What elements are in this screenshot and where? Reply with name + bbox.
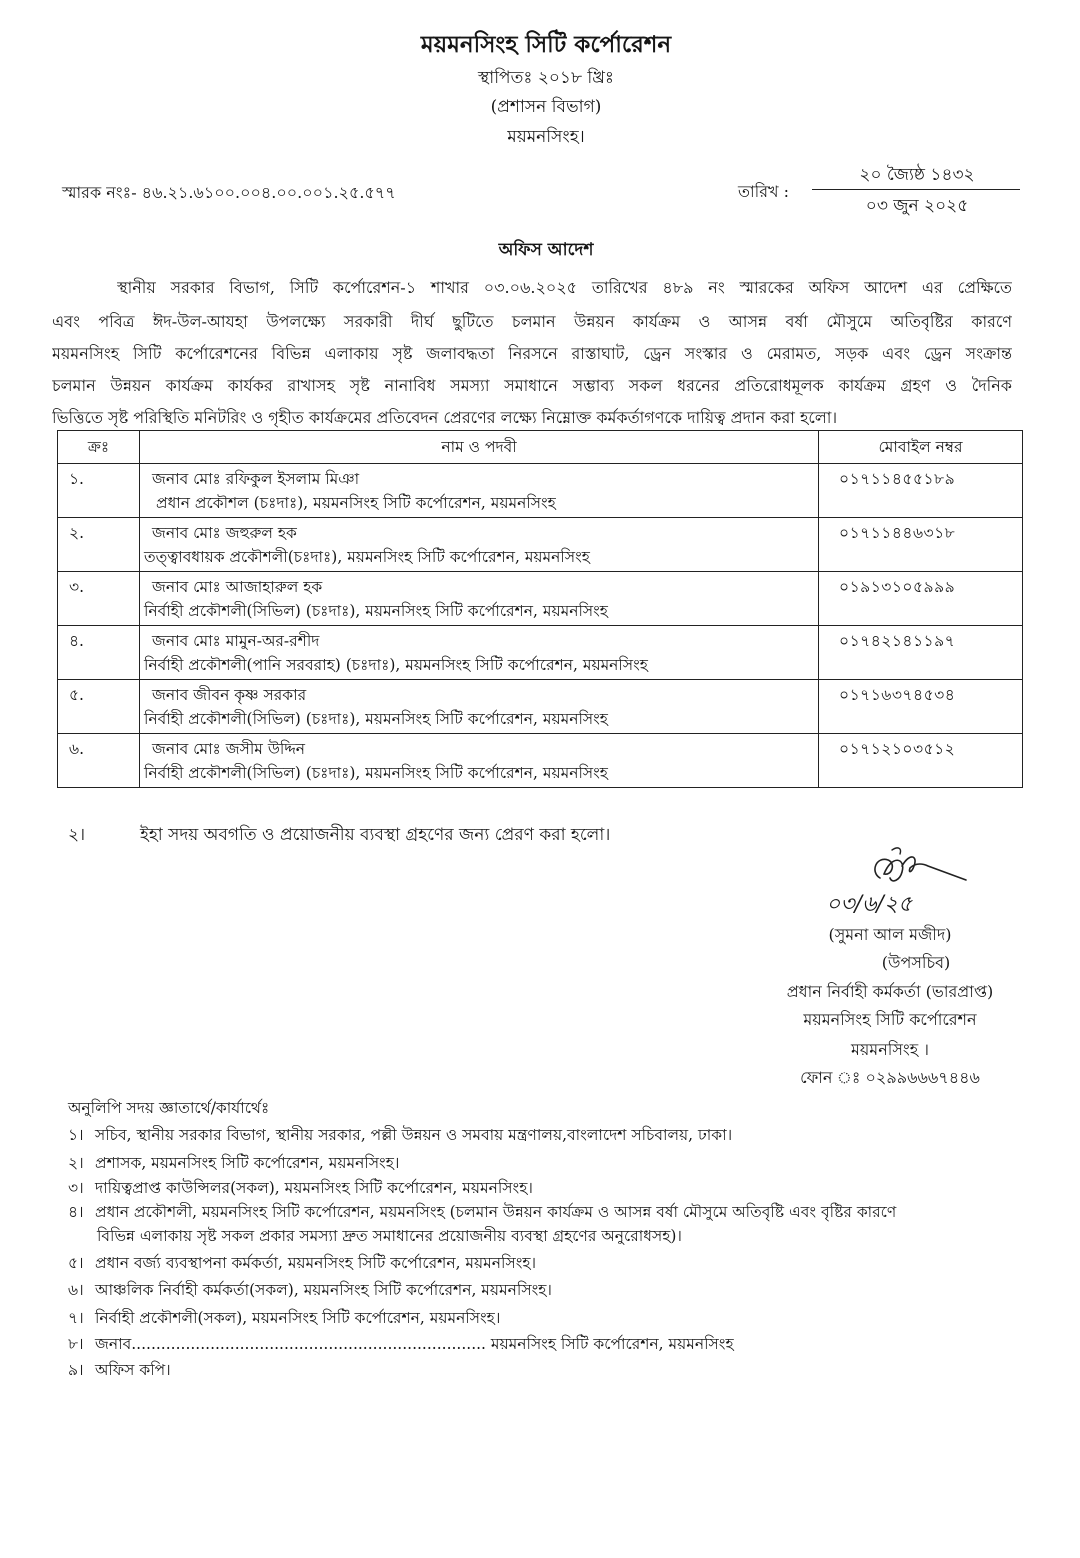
- officer-name: জনাব জীবন কৃষ্ণ সরকার: [152, 686, 307, 704]
- table-header-row: [58, 431, 1023, 464]
- paragraph-line: চলমান উন্নয়ন কার্যক্রম কার্যকর রাখাসহ সৃষ্ট নানাবিধ সমস্যা সমাধানে সম্ভাব্য সকল ধরনের প্রতিরোধমূলক কার্যক্রম গ্রহণ ও দৈনিক: [52, 376, 1012, 395]
- date-label: তারিখ :: [738, 182, 790, 201]
- officer-designation: নির্বাহী প্রকৌশলী(সিভিল) (চঃদাঃ), ময়মনসিংহ সিটি কর্পোরেশন, ময়মনসিংহ: [144, 602, 608, 620]
- date-divider: [812, 189, 1020, 190]
- copy-text: প্রধান বর্জ্য ব্যবস্থাপনা কর্মকর্তা, ময়মনসিংহ সিটি কর্পোরেশন, ময়মনসিংহ।: [95, 1254, 537, 1272]
- mobile-cell: [819, 626, 1023, 680]
- mobile-cell: [819, 680, 1023, 734]
- copy-number: ৮।: [68, 1335, 84, 1353]
- table-row: [58, 680, 1023, 734]
- closing-number: ২।: [68, 825, 86, 845]
- officer-designation: তত্ত্বাবধায়ক প্রকৌশলী(চঃদাঃ), ময়মনসিংহ সিটি কর্পোরেশন, ময়মনসিংহ: [144, 548, 590, 566]
- copy-text-continuation: বিভিন্ন এলাকায় সৃষ্ট সকল প্রকার সমস্যা দ্রুত সমাধানের প্রয়োজনীয় ব্যবস্থা গ্রহণের অনুরোধসহ)।: [97, 1227, 682, 1245]
- date-gregorian: ০৩ জুন ২০২৫: [865, 196, 969, 216]
- signatory-organization: ময়মনসিংহ সিটি কর্পোরেশন: [803, 1010, 977, 1029]
- serial-number: ৫.: [69, 686, 84, 704]
- copy-text: প্রশাসক, ময়মনসিংহ সিটি কর্পোরেশন, ময়মনসিংহ।: [95, 1154, 400, 1172]
- mobile-cell: [819, 734, 1023, 788]
- signatory-designation: প্রধান নির্বাহী কর্মকর্তা (ভারপ্রাপ্ত): [786, 982, 994, 1001]
- serial-number: ২.: [69, 524, 85, 542]
- copy-text: আঞ্চলিক নির্বাহী কর্মকর্তা(সকল), ময়মনসিংহ সিটি কর্পোরেশন, ময়মনসিংহ।: [95, 1281, 552, 1299]
- serial-cell: [58, 518, 140, 572]
- serial-number: ৪.: [69, 632, 84, 650]
- officer-name: জনাব মোঃ রফিকুল ইসলাম মিঞা: [152, 470, 360, 488]
- table-row: [58, 572, 1023, 626]
- officers-table: [57, 430, 1023, 788]
- copy-number: ৩।: [68, 1179, 84, 1197]
- table-row: [58, 626, 1023, 680]
- officer-name: জনাব মোঃ জসীম উদ্দিন: [152, 740, 306, 758]
- name-cell: [140, 626, 819, 680]
- copy-text: সচিব, স্থানীয় সরকার বিভাগ, স্থানীয় সরকার, পল্লী উন্নয়ন ও সমবায় মন্ত্রণালয়,বাংলাদেশ সচিবালয়, ঢাকা।: [95, 1126, 733, 1144]
- officer-name: জনাব মোঃ জহুরুল হক: [152, 524, 297, 542]
- date-bangla: ২০ জ্যৈষ্ঠ ১৪৩২: [859, 165, 975, 185]
- serial-number: ৩.: [69, 578, 85, 596]
- memo-number: স্মারক নংঃ- ৪৬.২১.৬১০০.০০৪.০০.০০১.২৫.৫৭৭: [62, 183, 396, 202]
- serial-cell: [58, 572, 140, 626]
- signatory-city: ময়মনসিংহ ।: [851, 1040, 929, 1059]
- mobile-cell: [819, 572, 1023, 626]
- table-row: [58, 464, 1023, 518]
- copy-item: [68, 1251, 536, 1275]
- serial-number: ৬.: [69, 740, 85, 758]
- serial-cell: [58, 734, 140, 788]
- table-row: [58, 518, 1023, 572]
- copy-number: ৬।: [68, 1281, 84, 1299]
- name-cell: [140, 680, 819, 734]
- copies-heading: অনুলিপি সদয় জ্ঞাতার্থে/কার্যার্থেঃ: [68, 1099, 270, 1117]
- officer-designation: নির্বাহী প্রকৌশলী(পানি সরবরাহ) (চঃদাঃ), ময়মনসিংহ সিটি কর্পোরেশন, ময়মনসিংহ: [144, 656, 648, 674]
- officer-name: জনাব মোঃ আজাহারুল হক: [152, 578, 323, 596]
- officer-name: জনাব মোঃ মামুন-অর-রশীদ: [152, 632, 320, 650]
- serial-cell: [58, 626, 140, 680]
- department-line: (প্রশাসন বিভাগ): [490, 97, 602, 117]
- serial-cell: [58, 464, 140, 518]
- name-cell: [140, 464, 819, 518]
- officer-designation: নির্বাহী প্রকৌশলী(সিভিল) (চঃদাঃ), ময়মনসিংহ সিটি কর্পোরেশন, ময়মনসিংহ: [144, 764, 608, 782]
- serial-cell: [58, 680, 140, 734]
- mobile-cell: [819, 518, 1023, 572]
- paragraph-line: স্থানীয় সরকার বিভাগ, সিটি কর্পোরেশন-১ শাখার ০৩.০৬.২০২৫ তারিখের ৪৮৯ নং স্মারকের অফিস আদেশ এর প্রেক্ষিতে: [117, 278, 1012, 297]
- copy-text: অফিস কপি।: [95, 1361, 171, 1379]
- copy-number: ৫।: [68, 1254, 84, 1272]
- mobile-number: ০১৯১৩১০৫৯৯৯: [839, 578, 956, 596]
- copy-number: ৪।: [68, 1203, 84, 1221]
- copy-text: নির্বাহী প্রকৌশলী(সকল), ময়মনসিংহ সিটি কর্পোরেশন, ময়মনসিংহ।: [95, 1309, 501, 1327]
- name-cell: [140, 734, 819, 788]
- copy-item: [68, 1358, 171, 1382]
- signatory-phone: ফোন ঃ ০২৯৯৬৬৬৭৪৪৬: [800, 1068, 980, 1087]
- established-line: স্থাপিতঃ ২০১৮ খ্রিঃ: [478, 68, 614, 88]
- paragraph-line: এবং পবিত্র ঈদ-উল-আযহা উপলক্ষ্যে সরকারী দীর্ঘ ছুটিতে চলমান উন্নয়ন কার্যক্রম ও আসন্ন বর্ষা মৌসুমে অতিবৃষ্টির কারণে: [52, 312, 1012, 331]
- signature-scribble: [862, 844, 972, 894]
- signatory-name: (সুমনা আল মজীদ): [828, 925, 952, 944]
- name-cell: [140, 572, 819, 626]
- copy-item: [68, 1278, 552, 1302]
- organization-title: ময়মনসিংহ সিটি কর্পোরেশন: [420, 31, 672, 58]
- city-line: ময়মনসিংহ।: [507, 127, 585, 147]
- copy-item: [68, 1200, 896, 1224]
- closing-text: ইহা সদয় অবগতি ও প্রয়োজনীয় ব্যবস্থা গ্রহণের জন্য প্রেরণ করা হলো।: [140, 825, 611, 845]
- paragraph-line: ভিত্তিতে সৃষ্ট পরিস্থিতি মনিটরিং ও গৃহীত কার্যক্রমের প্রতিবেদন প্রেরণের লক্ষ্যে নিম্নোক্ত কর্মকর্তাগণকে দায়িত্ব প্রদান করা হলো।: [52, 408, 838, 427]
- serial-number: ১.: [69, 470, 84, 488]
- copy-text: দায়িত্বপ্রাপ্ত কাউন্সিলর(সকল), ময়মনসিংহ সিটি কর্পোরেশন, ময়মনসিংহ।: [95, 1179, 533, 1197]
- copy-item: [68, 1123, 732, 1147]
- order-heading: অফিস আদেশ: [498, 240, 594, 260]
- name-cell: [140, 518, 819, 572]
- copy-item: [68, 1176, 533, 1200]
- mobile-number: ০১৭৪২১৪১১৯৭: [839, 632, 956, 650]
- mobile-cell: [819, 464, 1023, 518]
- name-header: নাম ও পদবী: [140, 431, 819, 464]
- mobile-header: মোবাইল নম্বর: [819, 431, 1023, 464]
- officer-designation: নির্বাহী প্রকৌশলী(সিভিল) (চঃদাঃ), ময়মনসিংহ সিটি কর্পোরেশন, ময়মনসিংহ: [144, 710, 608, 728]
- signatory-rank: (উপসচিব): [881, 953, 951, 972]
- mobile-number: ০১৭১৬৩৭৪৫৩৪: [839, 686, 956, 704]
- copy-item: [68, 1306, 500, 1330]
- copy-number: ২।: [68, 1154, 84, 1172]
- officer-designation: প্রধান প্রকৌশল (চঃদাঃ), ময়মনসিংহ সিটি কর্পোরেশন, ময়মনসিংহ: [156, 494, 556, 512]
- copy-number: ৯।: [68, 1361, 84, 1379]
- copy-item: [68, 1332, 734, 1356]
- mobile-number: ০১৭১১৪৪৬৩১৮: [839, 524, 956, 542]
- copy-text: জনাব........................................................................ ময়মনসিংহ সিটি কর্পোরেশন, ময়মনসিংহ: [95, 1335, 734, 1353]
- copy-number: ৭।: [68, 1309, 84, 1327]
- table-row: [58, 734, 1023, 788]
- copy-text: প্রধান প্রকৌশলী, ময়মনসিংহ সিটি কর্পোরেশন, ময়মনসিংহ (চলমান উন্নয়ন কার্যক্রম ও আসন্ন বর্ষা মৌসুমে অতিবৃষ্টি এবং বৃষ্টির কারণে: [95, 1203, 897, 1221]
- paragraph-line: ময়মনসিংহ সিটি কর্পোরেশনের বিভিন্ন এলাকায় সৃষ্ট জলাবদ্ধতা নিরসনে রাস্তাঘাট, ড্রেন সংস্কার ও মেরামত, সড়ক এবং ড্রেন সংক্রান্ত: [52, 344, 1012, 363]
- copy-number: ১।: [68, 1126, 84, 1144]
- signature-date: ০৩/৬/২৫: [826, 892, 913, 917]
- mobile-number: ০১৭১১৪৫৫১৮৯: [839, 470, 956, 488]
- serial-header: ক্রঃ: [58, 431, 140, 464]
- mobile-number: ০১৭১২১০৩৫১২: [839, 740, 956, 758]
- copy-item: [68, 1151, 399, 1175]
